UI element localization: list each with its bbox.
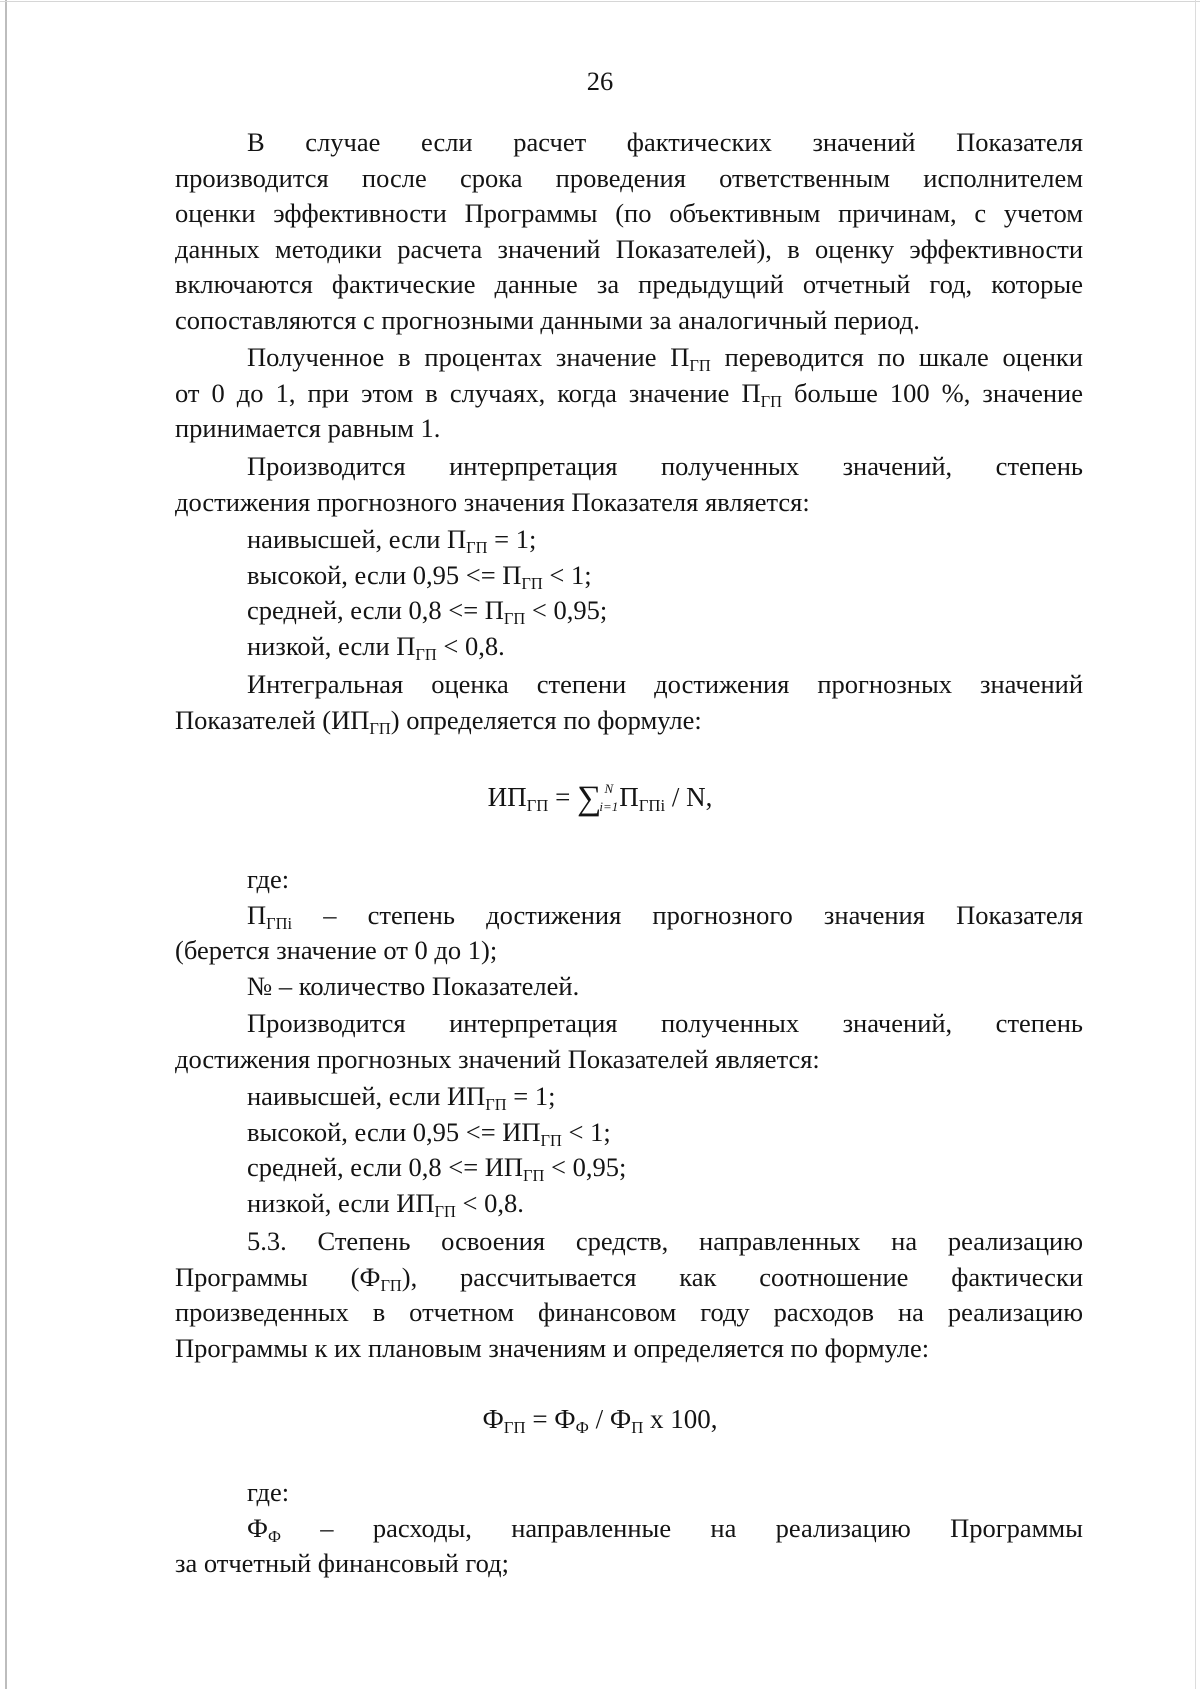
text-line: В случае если расчет фактических значений Показателя (247, 127, 1083, 157)
text-line: Программы $(Ф_{ГП})$, рассчитывается как соотношение фактически (175, 1261, 1084, 1295)
list-item: высокой, если $0,95 <= ИП_{ГП} < 1$; (247, 1116, 611, 1150)
where-label: где: (247, 1477, 290, 1507)
paragraph-6 (175, 1224, 1083, 1366)
text-line: Программы к их плановым значениям и определяется по формуле: (175, 1332, 930, 1363)
text-line: принимается равным 1. (175, 413, 441, 443)
text-line: достижения прогнозного значения Показателя является: (175, 486, 810, 517)
levels-list-2 (175, 1079, 1083, 1221)
where-block-1 (175, 862, 1083, 1004)
definition-line: $Ф_Ф$ – расходы, направленные на реализацию Программы (247, 1512, 1083, 1546)
list-item: средней, если $0,8 <= ИП_{ГП} < 0,95$; (247, 1152, 627, 1185)
paragraph-3 (175, 449, 1083, 520)
text-line: данных методики расчета значений Показателей), в оценку эффективности (175, 233, 1083, 264)
list-item: наивысшей, если $П_{ГП} = 1$; (247, 524, 537, 557)
paragraph-2 (175, 340, 1083, 447)
text-line: Показателей $(ИП_{ГП})$ определяется по формуле: (175, 704, 702, 738)
list-item: низкой, если $П_{ГП} < 0,8$. (247, 630, 505, 664)
where-label: где: (247, 864, 290, 894)
list-item: высокой, если $0,95 <= П_{ГП} < 1$; (247, 559, 592, 593)
sum-limits: N i=1 (599, 781, 619, 814)
text-line: достижения прогнозных значений Показателей является: (175, 1043, 820, 1074)
definition-line: $П_{ГПi}$ – степень достижения прогнозного значения Показателя (247, 899, 1083, 933)
definition-line: № – количество Показателей. (247, 970, 580, 1001)
definition-line: за отчетный финансовый год; (175, 1548, 509, 1578)
list-item: средней, если $0,8 <= П_{ГП} < 0,95$; (247, 595, 608, 628)
text-line: 5.3. Степень освоения средств, направленных на реализацию (247, 1226, 1083, 1256)
text-line: включаются фактические данные за предыдущий отчетный год, которые (175, 269, 1083, 299)
text-line: Интегральная оценка степени достижения прогнозных значений (247, 669, 1083, 699)
paragraph-1 (175, 125, 1083, 338)
levels-list-1 (175, 522, 1083, 664)
definition-line: (берется значение от 0 до 1); (175, 935, 498, 965)
text-line: сопоставляются с прогнозными данными за аналогичный период. (175, 304, 920, 335)
formula-funds-ratio: $Ф_{ГП} = Ф_Ф / Ф_П$ x 100, (482, 1404, 718, 1438)
formula-integral-score: $ИП_{ГП}$ = ∑ N i=1 $П_{ГПi}$ / N, (487, 780, 713, 817)
scan-edge-top (0, 1, 1200, 2)
text-line: Производится интерпретация полученных значений, степень (247, 451, 1083, 481)
text-line: производится после срока проведения ответственным исполнителем (175, 162, 1083, 193)
paragraph-5 (175, 1006, 1083, 1077)
text-line: от 0 до 1, при этом в случаях, когда значение $П_{ГП}$ больше 100 %, значение (175, 377, 1083, 411)
text-line: произведенных в отчетном финансовом году расходов на реализацию (175, 1297, 1083, 1327)
paragraph-4 (175, 667, 1083, 738)
list-item: низкой, если $ИП_{ГП} < 0,8$. (247, 1187, 524, 1221)
text-line: Полученное в процентах значение $П_{ГП}$ переводится по шкале оценки (247, 342, 1083, 375)
text-line: оценки эффективности Программы (по объективным причинам, с учетом (175, 198, 1083, 228)
list-item: наивысшей, если $ИП_{ГП} = 1$; (247, 1081, 556, 1114)
page-number: 26 (586, 66, 614, 96)
where-block-2 (175, 1475, 1083, 1582)
text-line: Производится интерпретация полученных значений, степень (247, 1008, 1083, 1038)
